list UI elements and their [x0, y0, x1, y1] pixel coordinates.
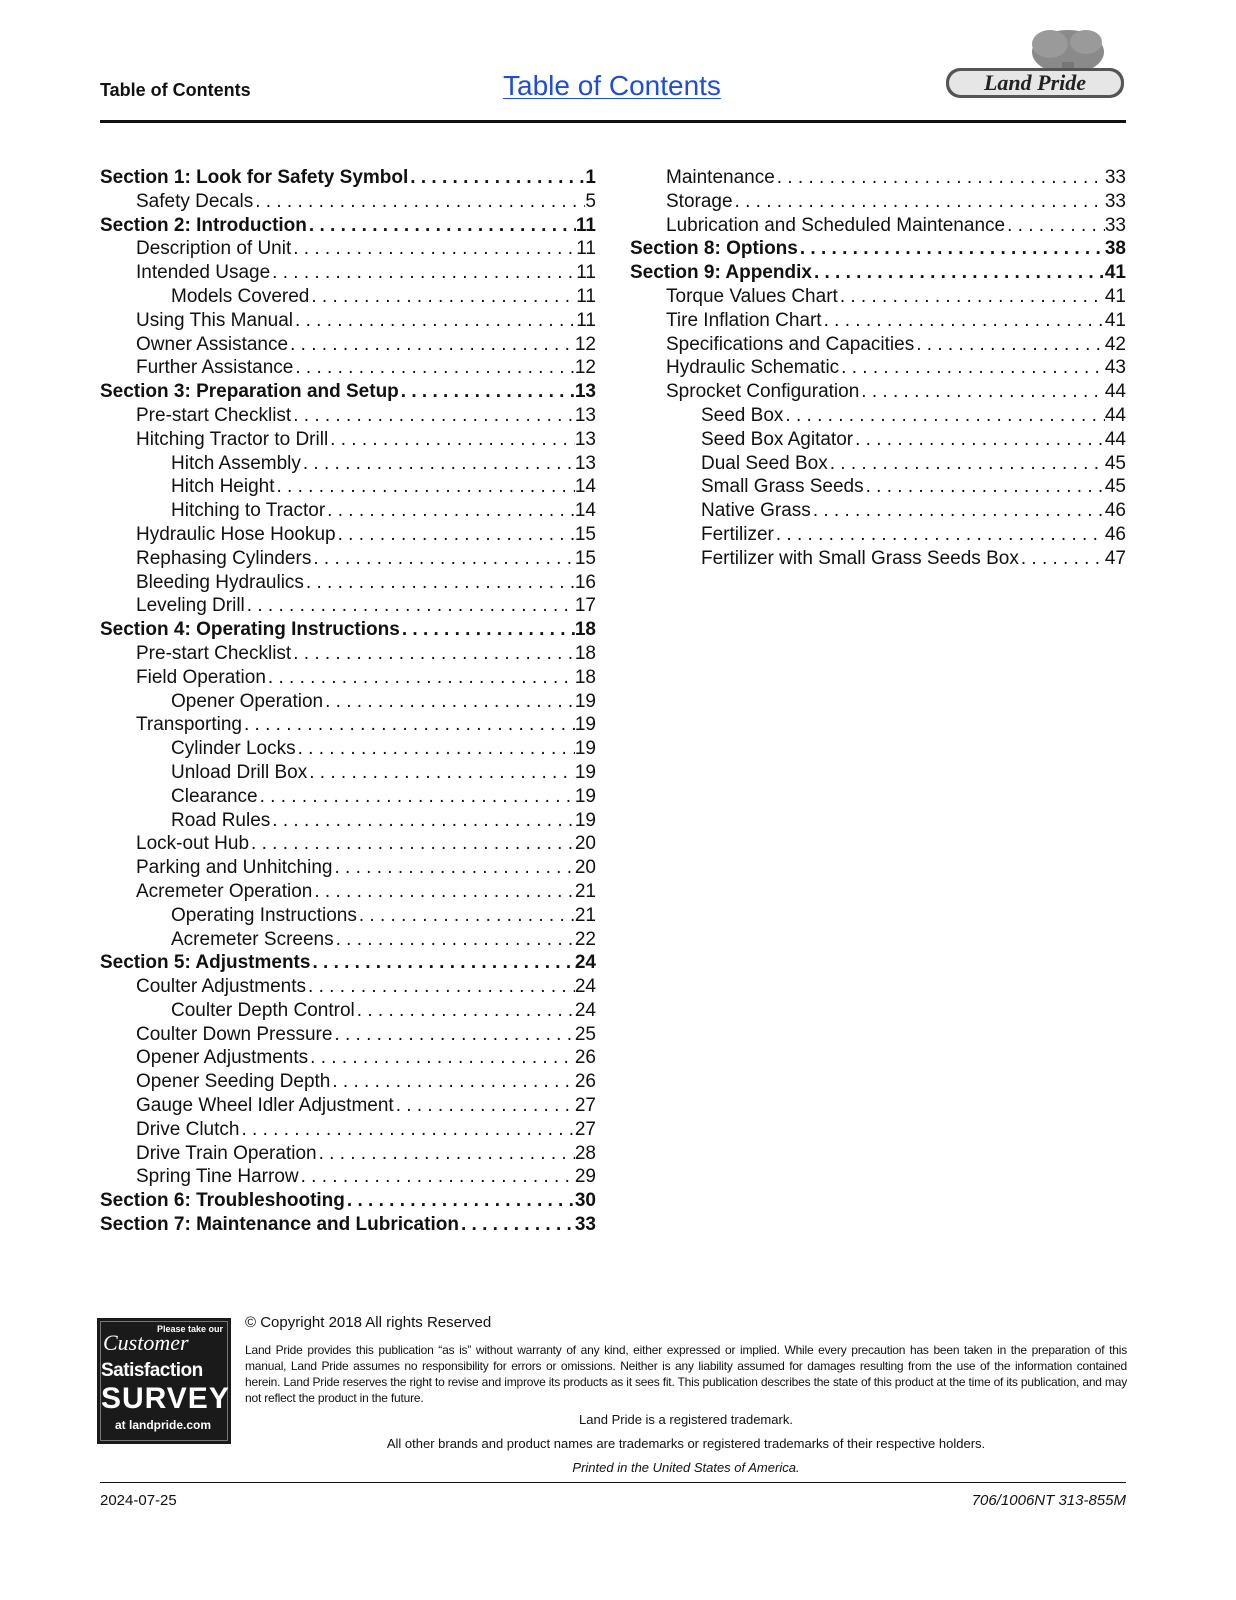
toc-entry-page: 24: [574, 999, 596, 1021]
toc-leader-dots: [293, 356, 575, 380]
toc-entry-label: Transporting: [136, 714, 242, 736]
toc-entry-label: Cylinder Locks: [171, 738, 296, 760]
toc-leader-dots: [270, 261, 576, 285]
toc-entry-page: 19: [574, 785, 596, 807]
toc-entry-label: Lubrication and Scheduled Maintenance: [666, 214, 1006, 236]
toc-entry[interactable]: [100, 904, 596, 928]
toc-leader-dots: [328, 428, 575, 452]
toc-entry-label: Road Rules: [171, 809, 271, 831]
toc-entry-label: Specifications and Capacities: [666, 333, 915, 355]
toc-leader-dots: [253, 190, 585, 214]
toc-entry-label: Torque Values Chart: [666, 285, 838, 307]
toc-entry-page: 45: [1104, 452, 1126, 474]
toc-leader-dots: [291, 404, 575, 428]
toc-leader-dots: [307, 761, 575, 785]
toc-entry-label: Native Grass: [701, 500, 811, 522]
toc-entry[interactable]: [100, 333, 596, 357]
toc-leader-dots: [317, 1142, 575, 1166]
toc-entry[interactable]: [100, 713, 596, 737]
toc-section-entry[interactable]: [630, 237, 1126, 261]
toc-leader-dots: [357, 904, 575, 928]
toc-leader-dots: [330, 1070, 574, 1094]
toc-leader-dots: [399, 380, 575, 404]
toc-entry[interactable]: [100, 452, 596, 476]
toc-entry-label: Gauge Wheel Idler Adjustment: [136, 1095, 394, 1117]
toc-entry[interactable]: [100, 190, 596, 214]
toc-leader-dots: [783, 404, 1104, 428]
toc-leader-dots: [838, 285, 1105, 309]
toc-leader-dots: [239, 1118, 574, 1142]
toc-leader-dots: [299, 1165, 575, 1189]
toc-entry-label: Drive Train Operation: [136, 1142, 317, 1164]
toc-entry-page: 16: [574, 571, 596, 593]
toc-entry-page: 17: [574, 595, 596, 617]
toc-entry-label: Section 3: Preparation and Setup: [100, 381, 399, 403]
toc-leader-dots: [249, 832, 575, 856]
toc-entry-page: 19: [574, 809, 596, 831]
toc-leader-dots: [304, 571, 575, 595]
toc-entry-label: Hitch Assembly: [171, 452, 301, 474]
toc-leader-dots: [323, 690, 575, 714]
toc-entry-label: Clearance: [171, 785, 258, 807]
toc-entry-page: 26: [574, 1071, 596, 1093]
toc-leader-dots: [306, 975, 575, 999]
toc-entry[interactable]: [100, 237, 596, 261]
toc-entry-label: Section 7: Maintenance and Lubrication: [100, 1214, 459, 1236]
toc-entry[interactable]: [630, 428, 1126, 452]
toc-entry[interactable]: [100, 809, 596, 833]
toc-entry[interactable]: [100, 594, 596, 618]
toc-entry-label: Hitching to Tractor: [171, 500, 326, 522]
toc-leader-dots: [310, 951, 574, 975]
toc-leader-dots: [811, 499, 1105, 523]
toc-entry-page: 33: [574, 1214, 596, 1236]
toc-entry-page: 19: [574, 690, 596, 712]
toc-entry-label: Owner Assistance: [136, 333, 289, 355]
toc-leader-dots: [307, 214, 576, 238]
toc-entry-page: 18: [574, 619, 596, 641]
toc-entry[interactable]: [630, 404, 1126, 428]
toc-entry[interactable]: [100, 642, 596, 666]
toc-entry-page: 15: [574, 547, 596, 569]
toc-leader-dots: [301, 452, 575, 476]
toc-entry-page: 1: [585, 167, 596, 188]
toc-entry-page: 41: [1104, 309, 1126, 331]
toc-entry-page: 45: [1104, 476, 1126, 498]
header-section-title: Table of Contents: [100, 80, 251, 100]
survey-line-4: SURVEY: [101, 1382, 230, 1415]
toc-leader-dots: [408, 166, 585, 190]
toc-entry[interactable]: [100, 785, 596, 809]
toc-entry-page: 20: [574, 833, 596, 855]
copyright-text: © Copyright 2018 All rights Reserved: [245, 1314, 492, 1331]
toc-entry[interactable]: [100, 1118, 596, 1142]
toc-entry-page: 11: [575, 214, 596, 236]
toc-leader-dots: [275, 475, 575, 499]
footer-date: 2024-07-25: [100, 1492, 177, 1509]
toc-section-entry[interactable]: [100, 1189, 596, 1213]
toc-entry-label: Section 9: Appendix: [630, 262, 812, 284]
toc-leader-dots: [296, 737, 575, 761]
toc-leader-dots: [288, 333, 575, 357]
disclaimer-text: Land Pride provides this publication “as is” without warranty of any kind, either expressed or implied. While every precaution has been taken in the preparation of this manual, Land Pride assumes no responsibility for errors or omissions. Neither is any liability assumed for damages resulting from the use of the information contained herein. Land Pride reserves the right to revise and improve its products as it sees fit. This publication describes the state of this product at the time of its publication, and may not reflect the product in the future.: [245, 1343, 1127, 1405]
toc-leader-dots: [325, 499, 575, 523]
toc-entry[interactable]: [100, 928, 596, 952]
toc-leader-dots: [459, 1213, 575, 1237]
toc-entry-label: Seed Box: [701, 404, 784, 426]
toc-entry-label: Using This Manual: [136, 309, 294, 331]
toc-leader-dots: [345, 1189, 575, 1213]
toc-entry[interactable]: [100, 285, 596, 309]
toc-entry[interactable]: [100, 999, 596, 1023]
toc-entry-page: 26: [574, 1047, 596, 1069]
header-rule: [100, 120, 1126, 123]
toc-leader-dots: [266, 666, 575, 690]
toc-entry-label: Models Covered: [171, 285, 310, 307]
footer-rule: [100, 1482, 1126, 1483]
toc-entry-label: Hydraulic Schematic: [666, 357, 840, 379]
toc-entry-page: 14: [574, 500, 596, 522]
toc-entry[interactable]: [100, 356, 596, 380]
toc-leader-dots: [332, 1023, 574, 1047]
toc-leader-dots: [291, 237, 576, 261]
toc-entry-page: 27: [574, 1095, 596, 1117]
toc-section-entry[interactable]: [630, 261, 1126, 285]
toc-entry[interactable]: [100, 975, 596, 999]
survey-line-1: Please take our: [156, 1324, 223, 1334]
toc-entry-page: 18: [574, 666, 596, 688]
toc-leader-dots: [270, 809, 575, 833]
toc-entry-page: 41: [1104, 285, 1126, 307]
toc-entry-label: Hitch Height: [171, 476, 275, 498]
toc-entry-page: 46: [1104, 523, 1126, 545]
toc-entry-page: 29: [574, 1166, 596, 1188]
toc-entry[interactable]: [100, 499, 596, 523]
toc-entry-label: Sprocket Configuration: [666, 381, 860, 403]
toc-section-entry[interactable]: [100, 951, 596, 975]
toc-entry-page: 43: [1104, 357, 1126, 379]
toc-entry[interactable]: [100, 1165, 596, 1189]
toc-entry[interactable]: [100, 571, 596, 595]
toc-section-entry[interactable]: [100, 618, 596, 642]
toc-entry[interactable]: [100, 1023, 596, 1047]
toc-entry-label: Opener Operation: [171, 690, 324, 712]
toc-entry-label: Hitching Tractor to Drill: [136, 428, 329, 450]
toc-entry-page: 24: [574, 952, 596, 974]
toc-entry-label: Fertilizer: [701, 523, 774, 545]
toc-entry-page: 19: [574, 714, 596, 736]
toc-entry-page: 30: [574, 1190, 596, 1212]
toc-leader-dots: [242, 713, 575, 737]
toc-entry[interactable]: [100, 523, 596, 547]
toc-entry-label: Intended Usage: [136, 262, 271, 284]
toc-entry-label: Dual Seed Box: [701, 452, 828, 474]
toc-leader-dots: [774, 523, 1105, 547]
toc-leader-dots: [1005, 214, 1105, 238]
toc-entry[interactable]: [630, 499, 1126, 523]
toc-entry-page: 21: [574, 880, 596, 902]
toc-entry-page: 19: [574, 738, 596, 760]
toc-entry-page: 27: [574, 1118, 596, 1140]
toc-entry-page: 46: [1104, 500, 1126, 522]
toc-entry-label: Section 5: Adjustments: [100, 952, 311, 974]
toc-entry-page: 22: [574, 928, 596, 950]
toc-entry-label: Seed Box Agitator: [701, 428, 854, 450]
toc-entry-label: Pre-start Checklist: [136, 642, 292, 664]
toc-leader-dots: [822, 309, 1105, 333]
toc-entry[interactable]: [630, 380, 1126, 404]
toc-entry[interactable]: [630, 547, 1126, 571]
toc-leader-dots: [291, 642, 575, 666]
toc-entry[interactable]: [100, 761, 596, 785]
toc-entry[interactable]: [100, 428, 596, 452]
toc-entry-label: Acremeter Operation: [136, 880, 313, 902]
toc-entry[interactable]: [630, 356, 1126, 380]
toc-entry[interactable]: [100, 880, 596, 904]
toc-entry-page: 38: [1104, 238, 1126, 260]
toc-entry-page: 33: [1104, 190, 1126, 212]
toc-entry-label: Lock-out Hub: [136, 833, 250, 855]
toc-entry-page: 14: [574, 476, 596, 498]
toc-entry-page: 44: [1104, 381, 1126, 403]
toc-entry-page: 13: [574, 452, 596, 474]
survey-line-2: Customer: [103, 1330, 189, 1355]
toc-leader-dots: [394, 1094, 575, 1118]
toc-entry[interactable]: [630, 309, 1126, 333]
toc-entry-label: Maintenance: [666, 167, 775, 188]
toc-leader-dots: [914, 333, 1105, 357]
toc-entry-label: Section 6: Troubleshooting: [100, 1190, 345, 1212]
toc-entry[interactable]: [100, 1094, 596, 1118]
toc-leader-dots: [312, 880, 575, 904]
toc-section-entry[interactable]: [100, 1213, 596, 1237]
toc-entry-label: Field Operation: [136, 666, 266, 688]
toc-leader-dots: [839, 356, 1105, 380]
toc-leader-dots: [864, 475, 1105, 499]
toc-entry-label: Safety Decals: [136, 190, 254, 212]
toc-entry-label: Spring Tine Harrow: [136, 1166, 299, 1188]
toc-entry-page: 44: [1104, 428, 1126, 450]
toc-leader-dots: [798, 237, 1105, 261]
toc-entry-page: 11: [576, 309, 596, 331]
toc-entry-label: Acremeter Screens: [171, 928, 334, 950]
toc-entry[interactable]: [100, 475, 596, 499]
toc-entry-page: 33: [1104, 214, 1126, 236]
toc-entry[interactable]: [630, 285, 1126, 309]
toc-leader-dots: [775, 166, 1105, 190]
toc-entry[interactable]: [100, 1046, 596, 1070]
toc-entry-label: Coulter Depth Control: [171, 999, 355, 1021]
printed-in-text: Printed in the United States of America.: [572, 1460, 800, 1475]
toc-entry-page: 42: [1104, 333, 1126, 355]
toc-entry-page: 21: [574, 904, 596, 926]
trademark-text: Land Pride is a registered trademark.: [579, 1412, 793, 1427]
toc-leader-dots: [400, 618, 575, 642]
toc-entry-page: 33: [1104, 167, 1126, 188]
toc-entry-label: Opener Adjustments: [136, 1047, 309, 1069]
toc-entry-page: 13: [574, 381, 596, 403]
toc-entry-label: Tire Inflation Chart: [666, 309, 822, 331]
toc-entry-label: Description of Unit: [136, 238, 292, 260]
toc-entry[interactable]: [630, 190, 1126, 214]
toc-right-column: [630, 166, 1126, 571]
toc-entry-label: Operating Instructions: [171, 904, 357, 926]
toc-entry-page: 20: [574, 857, 596, 879]
toc-title-link[interactable]: Table of Contents: [503, 70, 721, 101]
survey-url: at landpride.com: [115, 1418, 212, 1432]
toc-entry[interactable]: [100, 666, 596, 690]
toc-entry-label: Storage: [666, 190, 733, 212]
toc-entry-page: 18: [574, 642, 596, 664]
toc-entry-label: Section 4: Operating Instructions: [100, 619, 400, 641]
toc-entry[interactable]: [100, 737, 596, 761]
toc-entry[interactable]: [100, 261, 596, 285]
toc-entry-page: 11: [576, 238, 596, 260]
toc-entry-label: Fertilizer with Small Grass Seeds Box: [701, 547, 1019, 569]
toc-leader-dots: [308, 1046, 575, 1070]
toc-entry-page: 11: [576, 285, 596, 307]
toc-entry[interactable]: [630, 214, 1126, 238]
toc-leader-dots: [293, 309, 576, 333]
toc-entry[interactable]: [100, 832, 596, 856]
footer-doc-number: 706/1006NT 313-855M: [971, 1492, 1126, 1509]
toc-entry-label: Parking and Unhitching: [136, 857, 333, 879]
toc-entry-page: 41: [1104, 262, 1126, 284]
toc-leader-dots: [859, 380, 1105, 404]
toc-entry[interactable]: [100, 690, 596, 714]
toc-leader-dots: [332, 856, 574, 880]
toc-entry-page: 25: [574, 1023, 596, 1045]
toc-leader-dots: [828, 452, 1105, 476]
toc-entry[interactable]: [100, 309, 596, 333]
toc-entry-label: Section 1: Look for Safety Symbol: [100, 167, 409, 188]
toc-entry-page: 15: [574, 523, 596, 545]
land-pride-logo-icon: [940, 26, 1130, 106]
toc-entry-page: 19: [574, 761, 596, 783]
toc-entry-page: 24: [574, 976, 596, 998]
toc-entry-label: Section 8: Options: [630, 238, 798, 260]
toc-leader-dots: [336, 523, 575, 547]
toc-entry-label: Drive Clutch: [136, 1118, 240, 1140]
toc-entry-label: Unload Drill Box: [171, 761, 308, 783]
toc-entry-label: Opener Seeding Depth: [136, 1071, 331, 1093]
toc-entry[interactable]: [100, 1142, 596, 1166]
toc-entry-page: 13: [574, 404, 596, 426]
toc-entry[interactable]: [100, 856, 596, 880]
toc-entry-label: Coulter Down Pressure: [136, 1023, 333, 1045]
toc-entry-page: 5: [585, 190, 596, 212]
toc-entry-label: Leveling Drill: [136, 595, 245, 617]
toc-entry[interactable]: [630, 166, 1126, 190]
toc-section-entry[interactable]: [100, 166, 596, 190]
toc-entry[interactable]: [630, 452, 1126, 476]
other-trademarks-text: All other brands and product names are trademarks or registered trademarks of their respective holders.: [386, 1436, 986, 1451]
toc-leader-dots: [733, 190, 1105, 214]
toc-entry-label: Small Grass Seeds: [701, 476, 864, 498]
toc-leader-dots: [258, 785, 575, 809]
toc-entry-page: 44: [1104, 404, 1126, 426]
toc-entry-page: 11: [576, 262, 596, 284]
toc-entry[interactable]: [630, 523, 1126, 547]
toc-entry-label: Hydraulic Hose Hookup: [136, 523, 336, 545]
survey-line-3: Satisfaction: [101, 1360, 203, 1381]
toc-entry-page: 12: [574, 357, 596, 379]
toc-leader-dots: [245, 594, 575, 618]
toc-entry-label: Pre-start Checklist: [136, 404, 292, 426]
toc-leader-dots: [311, 547, 575, 571]
toc-entry[interactable]: [630, 475, 1126, 499]
toc-leader-dots: [812, 261, 1105, 285]
toc-entry-label: Coulter Adjustments: [136, 976, 307, 998]
survey-badge[interactable]: [97, 1318, 231, 1444]
toc-left-column: [100, 166, 596, 1237]
toc-entry-label: Rephasing Cylinders: [136, 547, 312, 569]
toc-leader-dots: [334, 928, 575, 952]
toc-entry-page: 12: [574, 333, 596, 355]
toc-entry[interactable]: [100, 404, 596, 428]
toc-section-entry[interactable]: [100, 214, 596, 238]
toc-entry-page: 47: [1104, 547, 1126, 569]
toc-entry-label: Section 2: Introduction: [100, 214, 307, 236]
toc-entry-label: Bleeding Hydraulics: [136, 571, 304, 593]
toc-entry-label: Further Assistance: [136, 357, 294, 379]
toc-entry[interactable]: [100, 547, 596, 571]
toc-leader-dots: [1019, 547, 1105, 571]
toc-leader-dots: [853, 428, 1105, 452]
svg-text:Land Pride: Land Pride: [983, 70, 1087, 95]
toc-section-entry[interactable]: [100, 380, 596, 404]
toc-leader-dots: [355, 999, 575, 1023]
toc-leader-dots: [309, 285, 576, 309]
toc-entry-page: 28: [574, 1142, 596, 1164]
toc-entry[interactable]: [100, 1070, 596, 1094]
toc-entry[interactable]: [630, 333, 1126, 357]
toc-entry-page: 13: [574, 428, 596, 450]
